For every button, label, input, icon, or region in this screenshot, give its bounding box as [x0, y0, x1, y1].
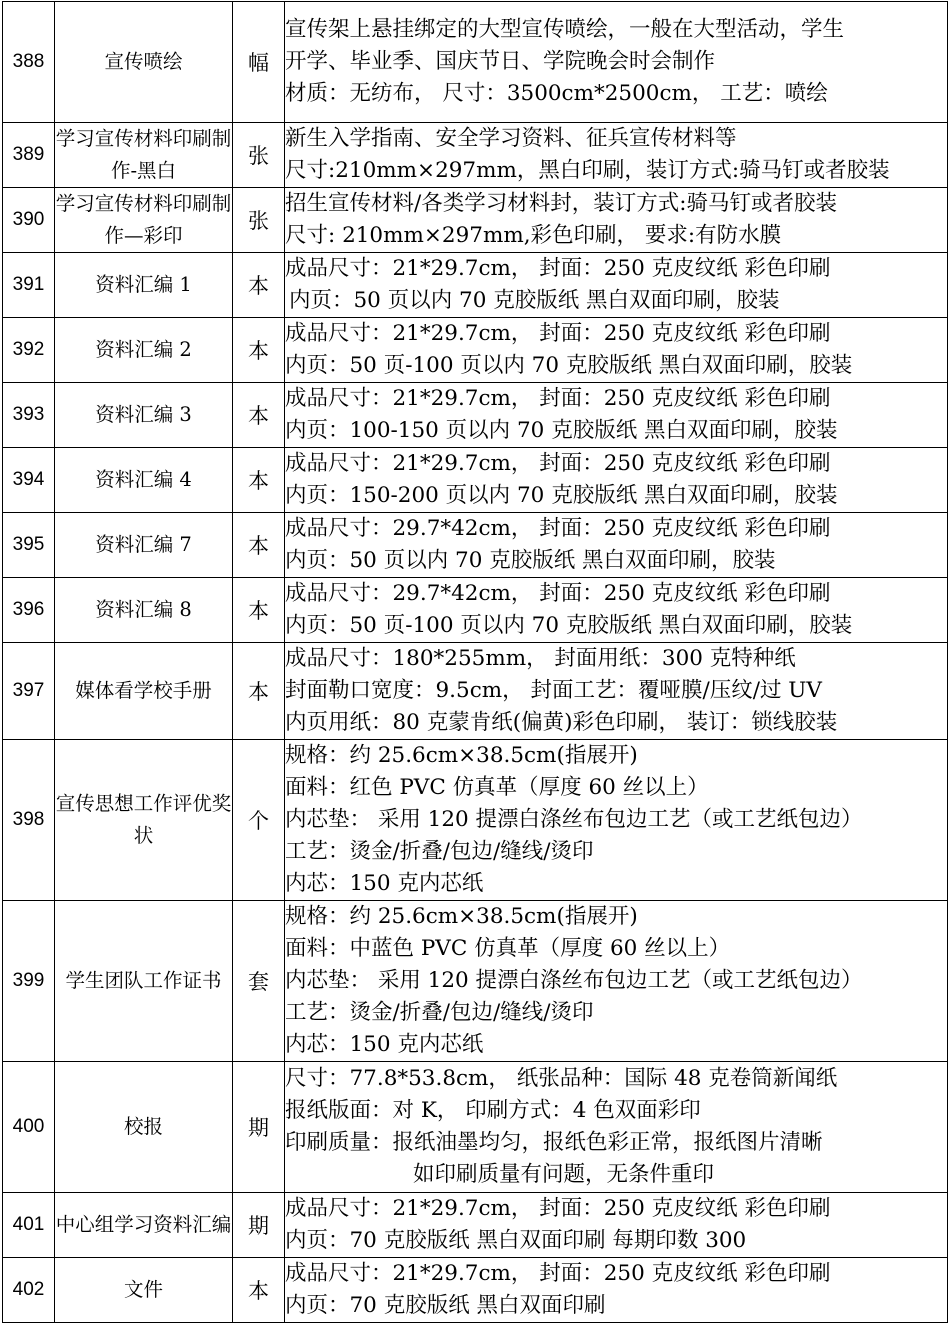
description-line: 封面勒口宽度：9.5cm， 封面工艺：覆哑膜/压纹/过 UV: [285, 678, 822, 703]
description-line: 成品尺寸：29.7*42cm， 封面：250 克皮纹纸 彩色印刷: [285, 581, 831, 606]
description-line: 内页用纸：80 克蒙肯纸(偏黄)彩色印刷， 装订：锁线胶装: [285, 710, 838, 735]
description-line: 工艺：烫金/折叠/包边/缝线/烫印: [285, 839, 594, 864]
item-description: [285, 1258, 948, 1323]
item-name: 资料汇编 2: [55, 318, 233, 383]
spec-table: [2, 1, 948, 1323]
table-row: [3, 1193, 948, 1258]
description-line: 规格：约 25.6cm×38.5cm(指展开): [285, 904, 638, 929]
description-line: 内页：70 克胶版纸 黑白双面印刷: [285, 1293, 606, 1318]
table-row: [3, 740, 948, 901]
item-description: [285, 383, 948, 448]
description-line: 内页：150-200 页以内 70 克胶版纸 黑白双面印刷，胶装: [285, 483, 838, 508]
item-description: [285, 1062, 948, 1193]
item-unit: 本: [233, 448, 285, 513]
row-number: 401: [3, 1193, 55, 1258]
description-line: 内页：50 页-100 页以内 70 克胶版纸 黑白双面印刷，胶装: [285, 353, 853, 378]
table-row: [3, 643, 948, 740]
table-row: [3, 901, 948, 1062]
description-line: 成品尺寸：21*29.7cm， 封面：250 克皮纹纸 彩色印刷: [285, 256, 831, 281]
item-unit: 套: [233, 901, 285, 1062]
item-description: [285, 740, 948, 901]
description-line: 宣传架上悬挂绑定的大型宣传喷绘，一般在大型活动，学生: [285, 17, 845, 42]
table-row: [3, 578, 948, 643]
row-number: 402: [3, 1258, 55, 1323]
row-number: 395: [3, 513, 55, 578]
item-name: 宣传思想工作评优奖状: [55, 740, 233, 901]
item-unit: 期: [233, 1193, 285, 1258]
row-number: 389: [3, 123, 55, 188]
description-line: 如印刷质量有问题，无条件重印: [413, 1162, 715, 1187]
item-name: 资料汇编 3: [55, 383, 233, 448]
item-unit: 个: [233, 740, 285, 901]
description-line: 尺寸: 210mm×297mm,彩色印刷， 要求:有防水膜: [285, 223, 782, 248]
description-line: 材质：无纺布， 尺寸：3500cm*2500cm， 工艺：喷绘: [285, 81, 828, 106]
item-name: 媒体看学校手册: [55, 643, 233, 740]
row-number: 388: [3, 2, 55, 123]
description-line: 成品尺寸：29.7*42cm， 封面：250 克皮纹纸 彩色印刷: [285, 516, 831, 541]
description-line: 成品尺寸：21*29.7cm， 封面：250 克皮纹纸 彩色印刷: [285, 1196, 831, 1221]
item-description: [285, 253, 948, 318]
item-unit: 本: [233, 1258, 285, 1323]
item-name: 学生团队工作证书: [55, 901, 233, 1062]
item-description: [285, 2, 948, 123]
row-number: 398: [3, 740, 55, 901]
item-description: [285, 901, 948, 1062]
item-description: [285, 188, 948, 253]
item-unit: 本: [233, 383, 285, 448]
item-description: [285, 513, 948, 578]
description-line: 内芯：150 克内芯纸: [285, 1032, 484, 1057]
table-row: [3, 448, 948, 513]
description-line: 内芯：150 克内芯纸: [285, 871, 484, 896]
description-line: 内页：50 页-100 页以内 70 克胶版纸 黑白双面印刷，胶装: [285, 613, 853, 638]
row-number: 392: [3, 318, 55, 383]
item-unit: 幅: [233, 2, 285, 123]
item-name: 学习宣传材料印刷制作—彩印: [55, 188, 233, 253]
row-number: 394: [3, 448, 55, 513]
description-line: 内页：50 页以内 70 克胶版纸 黑白双面印刷，胶装: [289, 288, 780, 313]
description-line: 招生宣传材料/各类学习材料封，装订方式:骑马钉或者胶装: [285, 191, 837, 216]
description-line: 内页：70 克胶版纸 黑白双面印刷 每期印数 300: [285, 1228, 747, 1253]
row-number: 399: [3, 901, 55, 1062]
item-name: 资料汇编 7: [55, 513, 233, 578]
item-description: [285, 643, 948, 740]
table-row: [3, 318, 948, 383]
description-line: 内页：100-150 页以内 70 克胶版纸 黑白双面印刷，胶装: [285, 418, 838, 443]
row-number: 393: [3, 383, 55, 448]
table-row: [3, 2, 948, 123]
description-line: 尺寸：77.8*53.8cm， 纸张品种：国际 48 克卷筒新闻纸: [285, 1066, 838, 1091]
item-name: 中心组学习资料汇编: [55, 1193, 233, 1258]
table-row: [3, 188, 948, 253]
row-number: 390: [3, 188, 55, 253]
row-number: 396: [3, 578, 55, 643]
description-line: 规格：约 25.6cm×38.5cm(指展开): [285, 743, 638, 768]
description-line: 内芯垫： 采用 120 提漂白涤丝布包边工艺（或工艺纸包边）: [285, 968, 863, 993]
description-line: 面料：中蓝色 PVC 仿真革（厚度 60 丝以上）: [285, 936, 731, 961]
description-line: 印刷质量：报纸油墨均匀，报纸色彩正常，报纸图片清晰: [285, 1130, 823, 1155]
description-line: 报纸版面：对 K， 印刷方式：4 色双面彩印: [285, 1098, 701, 1123]
description-line: 面料：红色 PVC 仿真革（厚度 60 丝以上）: [285, 775, 709, 800]
description-line: 成品尺寸：21*29.7cm， 封面：250 克皮纹纸 彩色印刷: [285, 386, 831, 411]
item-unit: 本: [233, 513, 285, 578]
description-line: 成品尺寸：21*29.7cm， 封面：250 克皮纹纸 彩色印刷: [285, 1261, 831, 1286]
row-number: 397: [3, 643, 55, 740]
item-unit: 本: [233, 643, 285, 740]
description-line: 成品尺寸：21*29.7cm， 封面：250 克皮纹纸 彩色印刷: [285, 321, 831, 346]
item-description: [285, 1193, 948, 1258]
item-name: 资料汇编 4: [55, 448, 233, 513]
table-row: [3, 1258, 948, 1323]
item-description: [285, 123, 948, 188]
description-line: 开学、毕业季、国庆节日、学院晚会时会制作: [285, 49, 716, 74]
item-unit: 张: [233, 188, 285, 253]
description-line: 成品尺寸：21*29.7cm， 封面：250 克皮纹纸 彩色印刷: [285, 451, 831, 476]
item-name: 资料汇编 1: [55, 253, 233, 318]
item-description: [285, 578, 948, 643]
item-name: 资料汇编 8: [55, 578, 233, 643]
row-number: 400: [3, 1062, 55, 1193]
table-row: [3, 123, 948, 188]
table-row: [3, 1062, 948, 1193]
item-name: 学习宣传材料印刷制作-黑白: [55, 123, 233, 188]
item-unit: 本: [233, 318, 285, 383]
table-row: [3, 383, 948, 448]
description-line: 工艺：烫金/折叠/包边/缝线/烫印: [285, 1000, 594, 1025]
item-description: [285, 318, 948, 383]
item-unit: 本: [233, 578, 285, 643]
description-line: 内芯垫： 采用 120 提漂白涤丝布包边工艺（或工艺纸包边）: [285, 807, 863, 832]
description-line: 新生入学指南、安全学习资料、征兵宣传材料等: [285, 126, 737, 151]
item-unit: 张: [233, 123, 285, 188]
row-number: 391: [3, 253, 55, 318]
item-unit: 期: [233, 1062, 285, 1193]
description-line: 尺寸:210mm×297mm，黑白印刷，装订方式:骑马钉或者胶装: [285, 158, 890, 183]
table-row: [3, 253, 948, 318]
item-unit: 本: [233, 253, 285, 318]
item-name: 校报: [55, 1062, 233, 1193]
description-line: 内页：50 页以内 70 克胶版纸 黑白双面印刷，胶装: [285, 548, 776, 573]
description-line: 成品尺寸：180*255mm， 封面用纸：300 克特种纸: [285, 646, 796, 671]
table-row: [3, 513, 948, 578]
item-description: [285, 448, 948, 513]
item-name: 文件: [55, 1258, 233, 1323]
item-name: 宣传喷绘: [55, 2, 233, 123]
